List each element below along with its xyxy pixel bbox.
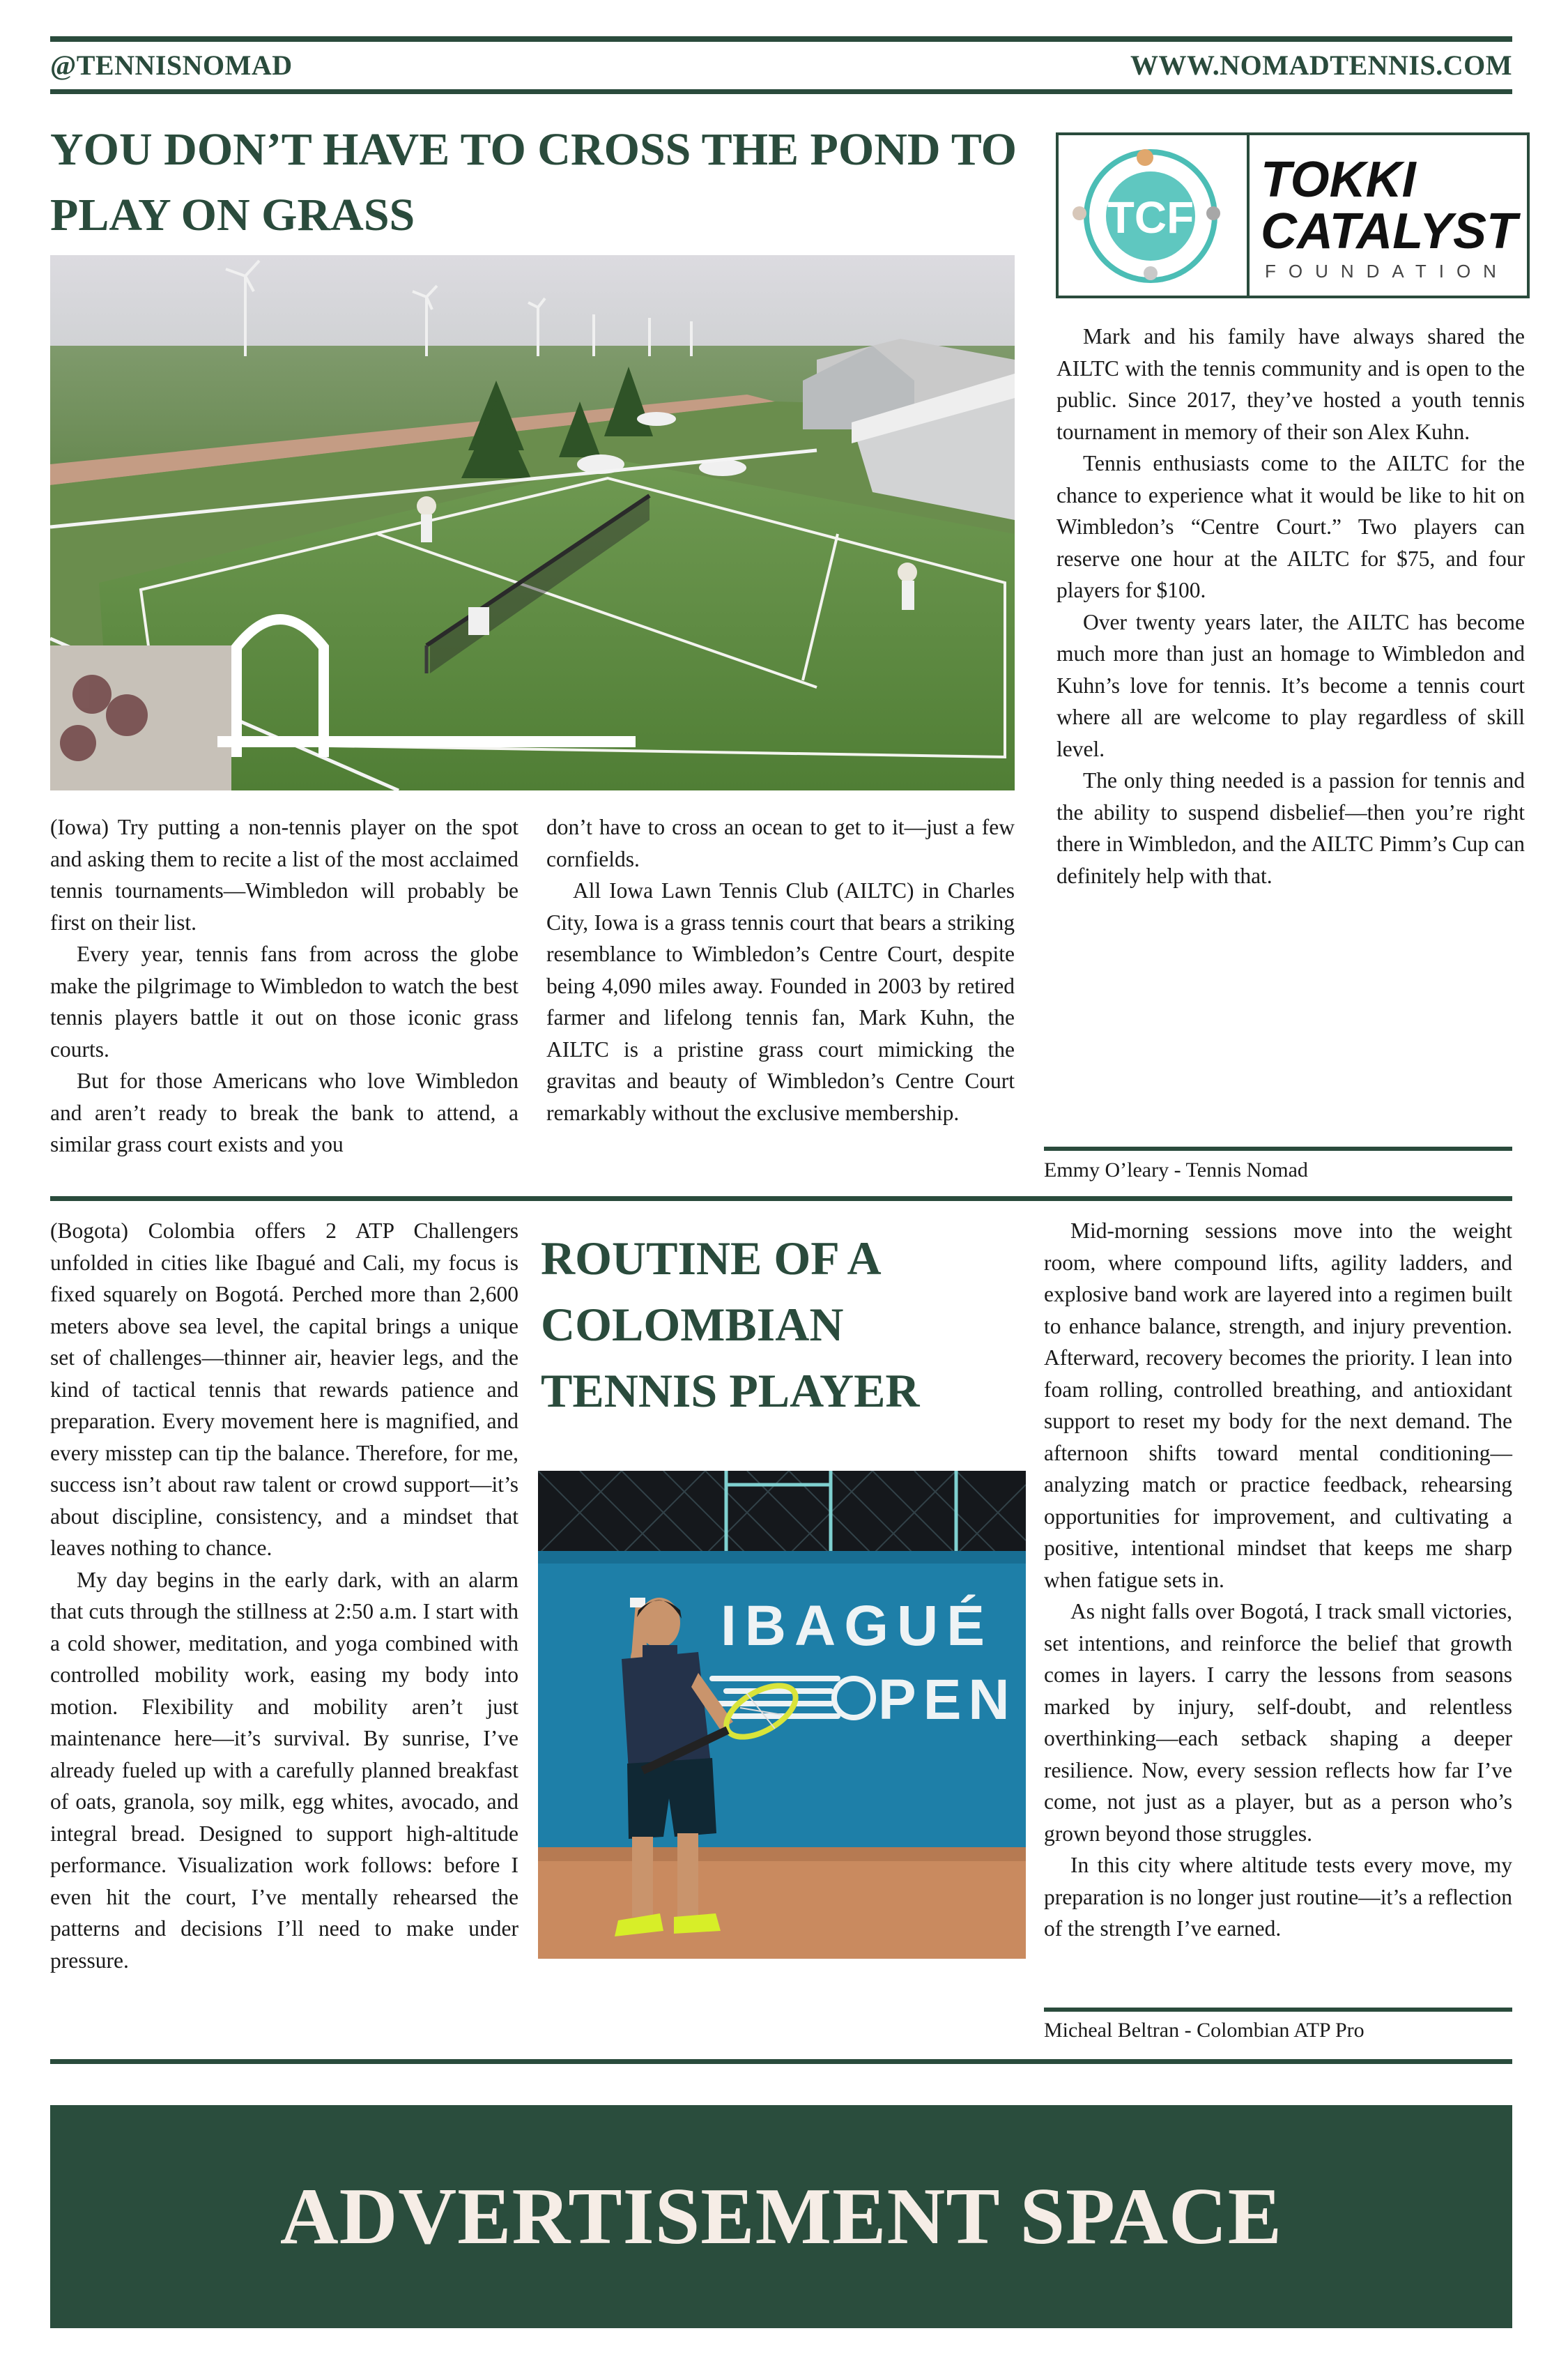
sponsor-logo-divider — [1247, 135, 1250, 296]
article2-col3-paragraph: Mid-morning sessions move into the weight room, where compound lifts, agility ladders, and explosive band work are layered into a regimen built to enhance balance, strength, and injury prevention. Afterward, recovery becomes the priority. I lean into foam rolling, controlled breathing, and antioxidant support to reset my body for the next demand. The afternoon shifts toward mental conditioning—analyzing match or practice feedback, rehearsing opportunities for improvement, and cultivating a positive, intentional mindset that keeps me sharp when fatigue sets in. — [1044, 1218, 1512, 1592]
article2-column-3 — [1044, 1215, 1512, 1945]
advertisement-label: ADVERTISEMENT SPACE — [279, 2171, 1283, 2261]
article1-col2-paragraph: All Iowa Lawn Tennis Club (AILTC) in Charles City, Iowa is a grass tennis court that bears a striking resemblance to Wimbledon’s Centre Court, despite being 4,090 miles away. Founded in 2003 by retired farmer and lifelong tennis fan, Mark Kuhn, the AILTC is a pristine grass court mimicking the gravitas and beauty of Wimbledon’s Centre Court remarkably without the exclusive membership. — [546, 878, 1015, 1125]
section-divider — [50, 1196, 1512, 1201]
sponsor-logo-letters: TCF — [1107, 192, 1194, 243]
article1-col1-paragraph: (Iowa) Try putting a non-tennis player on the spot and asking them to recite a list of the most acclaimed tennis tournaments—Wimbledon will probably be first on their list. — [50, 815, 518, 935]
article2-headline — [541, 1225, 920, 1424]
advertisement-banner[interactable] — [50, 2105, 1512, 2328]
article1-col3-paragraph: Tennis enthusiasts come to the AILTC for the chance to experience what it would be like to hit on Wimbledon’s “Centre Court.” Two players can reserve one hour at the AILTC for $75, and four players for $100. — [1056, 451, 1525, 602]
article2-headline-line: COLOMBIAN — [541, 1298, 844, 1351]
sponsor-name-line1: TOKKI — [1261, 152, 1416, 208]
article1-col1-paragraph: Every year, tennis fans from across the globe make the pilgrimage to Wimbledon to watch the best tennis players battle it out on those iconic grass courts. — [50, 942, 518, 1062]
footer-divider — [50, 2059, 1512, 2064]
article1-column-1 — [50, 811, 518, 1161]
article1-headline: YOU DON’T HAVE TO CROSS THE POND TO PLAY ON GRASS — [50, 124, 1017, 240]
article2-col3-paragraph: As night falls over Bogotá, I track small victories, set intentions, and reinforce the belief that growth comes in layers. I carry the lessons from seasons marked by injury, self-doubt, and relentless overthinking—each setback shaping a deeper resilience. Now, every session reflects how far I’ve come, not just as a player, but as a person who’s grown beyond those struggles. — [1044, 1599, 1512, 1846]
sponsor-name-line2: CATALYST — [1261, 204, 1517, 259]
masthead-handle: @TENNISNOMAD — [50, 49, 293, 81]
article2-headline-line: TENNIS PLAYER — [541, 1364, 920, 1417]
article1-col3-paragraph: Over twenty years later, the AILTC has become much more than just an homage to Wimbledon and Kuhn’s love for tennis. It’s become a tennis court where all are welcome to play regardless of skill level. — [1056, 609, 1525, 761]
article2-col1-paragraph: (Bogota) Colombia offers 2 ATP Challengers unfolded in cities like Ibagué and Cali, my focus is fixed squarely on Bogotá. Perched more than 2,600 meters above sea level, the capital brings a unique set of challenges—thinner air, heavier legs, and the kind of tactical tennis that rewards patience and preparation. Every movement here is magnified, and every misstep can tip the balance. Therefore, for me, success isn’t about raw talent or crowd support—it’s about discipline, consistency, and a mindset that leaves nothing to chance. — [50, 1218, 518, 1560]
article2-byline: Micheal Beltran - Colombian ATP Pro — [1044, 2019, 1365, 2042]
byline1-rule — [1044, 1147, 1512, 1151]
masthead-website[interactable]: WWW.NOMADTENNIS.COM — [1130, 49, 1512, 81]
article1-col3-paragraph: Mark and his family have always shared the AILTC with the tennis community and is open to the public. Since 2017, they’ve hosted a youth tennis tournament in memory of their son Alex Kuhn. — [1056, 324, 1525, 444]
article1-col1-paragraph: But for those Americans who love Wimbledon and aren’t ready to break the bank to attend, a similar grass court exists and you — [50, 1069, 518, 1156]
banner-word-2: PEN — [878, 1668, 1017, 1731]
masthead-bottom-rule — [50, 89, 1512, 94]
grass-court-photo — [50, 255, 1015, 790]
sponsor-logo-box — [1056, 132, 1530, 298]
article2-col3-paragraph: In this city where altitude tests every move, my preparation is no longer just routine—it’s a reflection of the strength I’ve earned. — [1044, 1853, 1512, 1941]
sponsor-logo-emblem — [1067, 144, 1241, 287]
article1-column-2 — [546, 811, 1015, 1129]
article2-headline-line: ROUTINE OF A — [541, 1232, 882, 1285]
article1-column-3 — [1056, 321, 1525, 892]
article1-byline: Emmy O’leary - Tennis Nomad — [1044, 1159, 1308, 1182]
masthead-top-rule — [50, 36, 1512, 42]
sponsor-subtitle: FOUNDATION — [1265, 261, 1509, 282]
banner-word-1: IBAGUÉ — [721, 1594, 993, 1658]
article1-col2-paragraph: don’t have to cross an ocean to get to it—just a few cornfields. — [546, 815, 1015, 871]
article2-column-1 — [50, 1215, 518, 1976]
player-photo — [538, 1471, 1026, 1959]
article2-col1-paragraph: My day begins in the early dark, with an alarm that cuts through the stillness at 2:50 a.m. I start with a cold shower, meditation, and yoga combined with controlled mobility work, easing my body into motion. Flexibility and mobility aren’t just maintenance here—it’s survival. By sunrise, I’ve already fueled up with a carefully planned breakfast of oats, granola, soy milk, egg whites, avocado, and integral bread. Designed to support high-altitude performance. Visualization work follows: before I even hit the court, I’ve mentally rehearsed the patterns and decisions I’ll need to make under pressure. — [50, 1567, 518, 1973]
article1-col3-paragraph: The only thing needed is a passion for tennis and the ability to suspend disbelief—then you’re right there in Wimbledon, and the AILTC Pimm’s Cup can definitely help with that. — [1056, 768, 1525, 888]
byline2-rule — [1044, 2008, 1512, 2012]
